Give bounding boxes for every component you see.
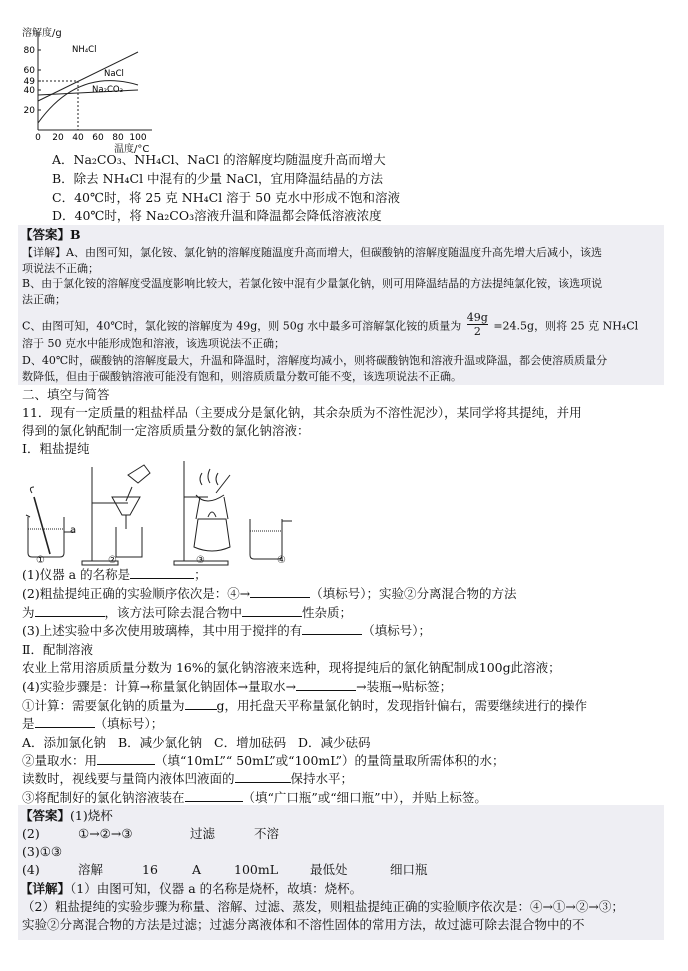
q4-text: (4)实验步骤是：计算→称量氯化钠固体→量取水→ [22, 679, 297, 694]
q4-blank[interactable] [296, 678, 356, 691]
detail-a2: 项说法不正确； [22, 262, 99, 275]
y-tick-label: 60 [23, 66, 35, 76]
answer-2-row-4 [22, 861, 428, 879]
fraction [467, 311, 488, 338]
x-tick-label: 40 [72, 133, 84, 143]
detail-d2: 数降低，但由于碳酸钠溶液可能没有饱和，则溶质质量分数可能不变，该选项说法不正确。 [22, 370, 462, 383]
answer-2-r4-3: A [192, 862, 202, 877]
detail-c2: 溶于 50 克水中能形成饱和溶液，该选项说法不正确； [22, 337, 285, 350]
q2-line-2 [22, 604, 352, 622]
chart-plot [20, 22, 160, 152]
y-tick-label: 40 [23, 86, 35, 96]
x-tick-label: 80 [112, 133, 124, 143]
detail-2-line-3: 实验②分离混合物的方法是过滤；过滤分离液体和不溶性固体的常用方法，故过滤可除去混合物中的不 [22, 917, 585, 932]
detail-b2: 法正确； [22, 293, 66, 306]
fraction-den: 2 [473, 325, 481, 338]
apparatus-num-2: ② [108, 555, 117, 566]
chart-y-label: 溶解度/g [22, 28, 62, 39]
q3-line [22, 622, 431, 640]
q2-blank-method[interactable] [35, 604, 105, 617]
q1-blank[interactable] [130, 566, 194, 579]
apparatus-label-a: a [70, 525, 77, 536]
detail-2-line-1 [20, 880, 362, 898]
fraction-num: 49g [466, 311, 488, 324]
series-label: NaCl [104, 69, 124, 79]
q4a-line-1 [22, 697, 587, 715]
detail-c1-pre: C、由图可知，40℃时，氯化铵的溶解度为 49g，则 50g 水中最多可溶解氯化铵的质量为 [22, 319, 462, 333]
option-d: D．40℃时，将 Na₂CO₃溶液升温和降温都会降低溶液浓度 [52, 208, 382, 223]
beaker-icon [250, 519, 292, 559]
answer-2-row-1 [20, 807, 113, 825]
q1-text: (1)仪器 a 的名称是 [22, 567, 131, 582]
detail-2-label: 【详解】 [20, 881, 71, 896]
q4b-line-1 [22, 752, 504, 770]
detail-2-line-2: （2）粗盐提纯的实验步骤为称量、溶解、过滤、蒸发，则粗盐提纯正确的实验顺序依次是：④→①→②→③； [22, 899, 624, 914]
q2-line-1 [22, 585, 516, 603]
q4a-blank-op[interactable] [35, 715, 95, 728]
y-tick-label: 80 [23, 46, 35, 56]
q3-text: (3)上述实验中多次使用玻璃棒，其中用于搅拌的有 [22, 623, 303, 638]
q4a-l2-post: （填标号）； [94, 716, 164, 731]
option-a: A．Na₂CO₃、NH₄Cl、NaCl 的溶解度均随温度升高而增大 [52, 152, 386, 167]
q4b-post: （填“10mL”“ 50mL”或“100mL”）的量筒量取所需体积的水； [155, 753, 505, 768]
option-b: B．除去 NH₄Cl 中混有的少量 NaCl，宜用降温结晶的方法 [52, 171, 383, 186]
chart-x-label: 温度/°C [114, 144, 150, 155]
q11-line-2: 得到的氯化钠配制一定溶质质量分数的氯化钠溶液： [22, 423, 310, 438]
filtration-setup-icon [82, 465, 150, 565]
q4b-l2-post: 保持水平； [290, 771, 354, 786]
answer-2-r2-a: ①→②→③ [78, 826, 133, 841]
answer-2-r4-6: 细口瓶 [390, 862, 428, 877]
q4-post: →装瓶→贴标签； [356, 679, 453, 694]
y-tick-label: 20 [23, 106, 35, 116]
answer-2-row-2 [22, 825, 280, 843]
q4a-blank-mass[interactable] [185, 697, 217, 710]
q2-mid: （填标号）；实验②分离混合物的方法 [310, 586, 517, 601]
q4c-blank[interactable] [185, 789, 243, 802]
answer-2-r2-num: (2) [22, 826, 40, 841]
answer-2-r1: (1)烧杯 [70, 808, 113, 823]
apparatus-num-1: ① [36, 555, 45, 566]
answer-2-r2-b: 过滤 [190, 826, 216, 841]
answer-2-r2-c: 不溶 [254, 826, 280, 841]
apparatus-figure [20, 457, 320, 577]
q4-options: A．添加氯化钠 B．减少氯化钠 C．增加砝码 D．减少砝码 [22, 735, 371, 750]
q1-line [22, 566, 207, 584]
x-tick-label: 60 [92, 133, 104, 143]
answer-2-r4-5: 最低处 [310, 862, 348, 877]
q3-blank[interactable] [302, 622, 362, 635]
answer-2-row-3: (3)①③ [22, 844, 63, 859]
series-label: NH₄Cl [72, 45, 97, 55]
q4a-line-2 [22, 715, 163, 733]
detail-2-l1: （1）由图可知，仪器 a 的名称是烧杯，故填：烧杯。 [70, 881, 363, 896]
q4b-l2-pre: 读数时，视线要与量筒内液体凹液面的 [22, 771, 235, 786]
q4b-blank-cylinder[interactable] [97, 752, 155, 765]
detail-c1-post: =24.5g，则将 25 克 NH₄Cl [493, 319, 639, 333]
section-2-title: 二、填空与简答 [22, 387, 110, 402]
answer-2-r4-num: (4) [22, 862, 40, 877]
evaporation-setup-icon [174, 461, 230, 565]
q4a-text: ①计算：需要氯化钠的质量为 [22, 698, 185, 713]
option-c: C．40℃时，将 25 克 NH₄Cl 溶于 50 克水中形成不饱和溶液 [52, 190, 401, 205]
answer-2-r4-2: 16 [142, 862, 158, 877]
x-tick-label: 0 [35, 133, 41, 143]
q1-post: ； [194, 567, 207, 582]
apparatus-num-4: ④ [277, 555, 286, 566]
answer-2-r4-1: 溶解 [78, 862, 104, 877]
q2-l2-post: 性杂质； [302, 605, 353, 620]
beaker-with-rod-icon [26, 487, 77, 557]
series-label: Na₂CO₃ [92, 85, 124, 95]
answer-1: 【答案】B [20, 227, 81, 242]
q2-l2-mid: ，该方法可除去混合物中 [104, 605, 243, 620]
answer-2-r4-4: 100mL [234, 862, 279, 877]
detail-a1: 【详解】A、由图可知，氯化铵、氯化钠的溶解度随温度升高而增大，但碳酸钠的溶解度随温度升高先增大后减小，该选 [22, 246, 602, 259]
detail-d1: D、40℃时，碳酸钠的溶解度最大，升温和降温时，溶解度均减小，则将碳酸钠饱和溶液升温或降温，都会使溶质质量分 [22, 354, 608, 367]
q2-l2-pre: 为 [22, 605, 35, 620]
y-tick-label: 49 [23, 77, 35, 87]
q11-line-1: 11．现有一定质量的粗盐样品（主要成分是氯化钠，其余杂质为不溶性泥沙），某同学将其提纯，并用 [22, 405, 582, 420]
q4b-line-2 [22, 770, 353, 788]
part-2-title: Ⅱ．配制溶液 [22, 642, 93, 657]
x-tick-label: 20 [52, 133, 64, 143]
q4c-text: ③将配制好的氯化钠溶液装在 [22, 790, 185, 805]
q4b-blank-level[interactable] [235, 770, 291, 783]
q2-blank-impurity[interactable] [242, 604, 302, 617]
apparatus-num-3: ③ [196, 555, 205, 566]
q4b-text: ②量取水：用 [22, 753, 98, 768]
x-tick-label: 100 [129, 133, 147, 143]
part-1-title: Ⅰ．粗盐提纯 [22, 441, 90, 456]
part-2-intro: 农业上常用溶质质量分数为 16%的氯化钠溶液来选种，现将提纯后的氯化钠配制成100g此溶液； [22, 660, 561, 675]
q2-text: (2)粗盐提纯正确的实验顺序依次是：④→ [22, 586, 251, 601]
q2-blank-order[interactable] [250, 585, 310, 598]
q4-line [22, 678, 452, 696]
solubility-chart [20, 22, 160, 152]
q4a-mid: g，用托盘天平称量氯化钠时，发现指针偏右，需要继续进行的操作 [216, 698, 588, 713]
q3-post: （填标号）； [362, 623, 431, 638]
answer-2-label: 【答案】 [20, 808, 71, 823]
q4a-l2-pre: 是 [22, 716, 35, 731]
detail-b1: B、由于氯化铵的溶解度受温度影响比较大，若氯化铵中混有少量氯化钠，则可用降温结晶的方法提纯氯化铵，该选项说 [22, 277, 603, 290]
q4c-post: （填“广口瓶”或“细口瓶”中），并贴上标签。 [242, 790, 487, 805]
